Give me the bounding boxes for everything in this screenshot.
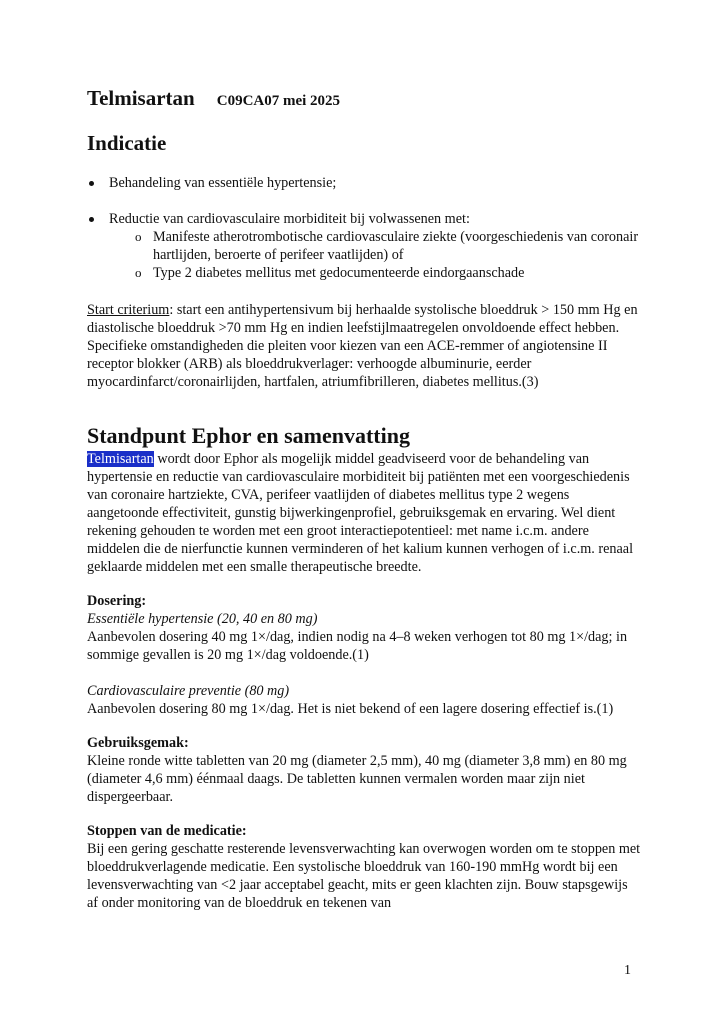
- stoppen-text: Bij een gering geschatte resterende levensverwachting kan overwogen worden om te stoppen met bloeddrukverlagende medicatie. Een systolische bloeddruk van 160-190 mmHg wordt bij een levensverwachting van <2 jaar acceptabel geacht, mits er geen klachten zijn. Bouw stapsgewijs af onder monitoring van de bloeddruk en tekenen van: [87, 840, 641, 911]
- start-criterium-text: : start een antihypertensivum bij herhaalde systolische bloeddruk > 150 mm Hg en diastolische bloeddruk >70 mm Hg en indien leefstijlmaatregelen onvoldoende effect hebben. Specifieke omstandigheden die pleiten voor kiezen van een ACE-remmer of angiotensine II receptor blokker (ARB) als bloeddrukverlager: verhoogde albuminurie, eerder myocardinfarct/coronairlijden, hartfalen, atriumfibrilleren, diabetes mellitus.(3): [87, 302, 638, 391]
- standpunt-text: wordt door Ephor als mogelijk middel geadviseerd voor de behandeling van hypertensie en reductie van cardiovasculaire morbiditeit bij patiënten met een voorgeschiedenis van coronaire hartziekte, CVA, perifeer vaatlijden of diabetes mellitus type 2 wegens aangetoonde effectiviteit, gunstig bijwerkingenprofiel, gebruiksgemak en ervaring. Wel dient rekening gehouden te worden met een groot interactiepotentieel: met name i.c.m. andere middelen die de nierfunctie kunnen verminderen of het kalium kunnen verhogen of i.c.m. renaal geklaarde middelen met een smalle therapeutische breedte.: [87, 450, 634, 575]
- stoppen-heading: Stoppen van de medicatie:: [87, 822, 247, 839]
- drug-name: Telmisartan: [87, 86, 195, 110]
- dosering-heading: Dosering:: [87, 592, 147, 609]
- gebruiksgemak-heading: Gebruiksgemak:: [87, 734, 189, 751]
- indicatie-bullet-1: Behandeling van essentiële hypertensie;: [87, 174, 642, 192]
- indicatie-sublist: [109, 228, 642, 282]
- atc-code-date: C09CA07 mei 2025: [216, 93, 341, 109]
- standpunt-paragraph: [87, 450, 642, 576]
- indicatie-heading: Indicatie: [87, 131, 167, 156]
- indicatie-sub-item-1: o Manifeste atherotrombotische cardiovasculaire ziekte (voorgeschiedenis van coronair hartlijden, beroerte of perifeer vaatlijden) of: [135, 228, 642, 264]
- document-title: [87, 86, 642, 111]
- document-page: [87, 86, 642, 912]
- indicatie-bullet-2-text: Reductie van cardiovasculaire morbiditeit bij volwassenen met:: [109, 211, 470, 228]
- highlighted-drug-name: Telmisartan: [87, 450, 154, 467]
- start-criterium-paragraph: [87, 301, 642, 391]
- dosering-sub2-title: Cardiovasculaire preventie (80 mg): [87, 682, 290, 699]
- start-criterium-label: Start criterium: [87, 302, 170, 319]
- dosering-sub1-title: Essentiële hypertensie (20, 40 en 80 mg): [87, 610, 318, 627]
- page-number: 1: [624, 963, 631, 978]
- dosering-sub2-text: Aanbevolen dosering 80 mg 1×/dag. Het is niet bekend of een lagere dosering effectief is.(1): [87, 700, 614, 717]
- indicatie-list: [87, 174, 642, 282]
- gebruiksgemak-text: Kleine ronde witte tabletten van 20 mg (diameter 2,5 mm), 40 mg (diameter 3,8 mm) en 80 mg (diameter 4,6 mm) éénmaal daags. De tabletten kunnen vermalen worden maar zijn niet dispergeerbaar.: [87, 752, 627, 805]
- dosering-sub1-text: Aanbevolen dosering 40 mg 1×/dag, indien nodig na 4–8 weken verhogen tot 80 mg 1×/dag; in sommige gevallen is 20 mg 1×/dag voldoende.(1): [87, 628, 628, 663]
- indicatie-bullet-2: [87, 210, 642, 282]
- indicatie-sub-item-2: o Type 2 diabetes mellitus met gedocumenteerde eindorgaanschade: [135, 264, 642, 282]
- standpunt-heading: Standpunt Ephor en samenvatting: [87, 423, 410, 449]
